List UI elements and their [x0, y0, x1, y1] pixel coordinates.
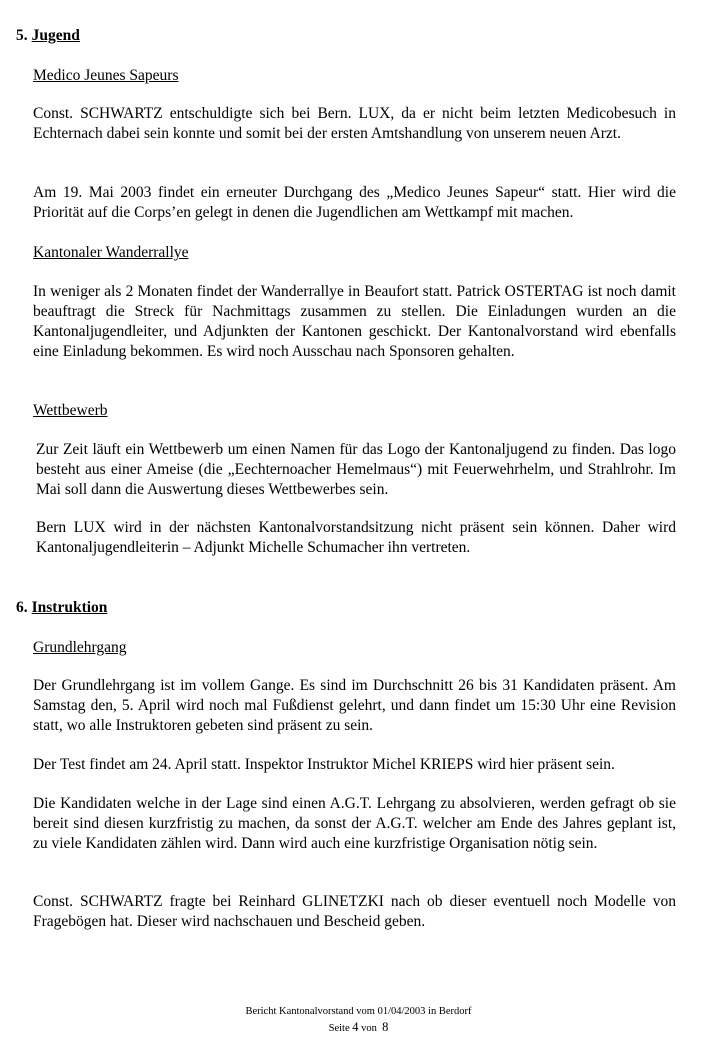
paragraph-grundlehrgang-4: Const. SCHWARTZ fragte bei Reinhard GLINETZKI nach ob dieser eventuell noch Modelle von Fragebögen hat. Dieser wird nachschauen und Bescheid geben.	[33, 893, 676, 930]
footer-page-total: 8	[382, 1020, 389, 1034]
footer-page-line	[0, 1020, 717, 1036]
paragraph-wanderrallye-1: In weniger als 2 Monaten findet der Wanderrallye in Beaufort statt. Patrick OSTERTAG ist noch damit beauftragt die Streck für Nachmittags zusammen zu stellen. Die Einladungen wurden an die Kantonaljugendleiter, und Adjunkten der Kantonen geschickt. Der Kantonalvorstand wird ebenfalls eine Einladung bekommen. Es wird noch Ausschau nach Sponsoren gehalten.	[33, 283, 676, 360]
footer-report-line: Bericht Kantonalvorstand vom 01/04/2003 in Berdorf	[245, 1006, 472, 1017]
section-title: Instruktion	[31, 599, 108, 616]
paragraph-grundlehrgang-3: Die Kandidaten welche in der Lage sind einen A.G.T. Lehrgang zu absolvieren, werden gefragt ob sie bereit sind diesen kurzfristig zu machen, da sonst der A.G.T. welcher am Ende des Jahres geplant ist, zu viele Kandidaten zählen wird. Dann wird auch eine kurzfristige Organisation nötig sein.	[33, 795, 676, 852]
footer-page-label: Seite	[328, 1023, 350, 1034]
footer-of-label: von	[361, 1023, 377, 1034]
section-heading-jugend	[16, 26, 80, 46]
subheading-wanderrallye: Kantonaler Wanderrallye	[33, 244, 189, 261]
subheading-grundlehrgang: Grundlehrgang	[33, 639, 127, 656]
footer-page-number: 4	[352, 1020, 359, 1034]
section-number: 5.	[16, 27, 28, 44]
paragraph-medico-2: Am 19. Mai 2003 findet ein erneuter Durchgang des „Medico Jeunes Sapeur“ statt. Hier wird die Priorität auf die Corps’en gelegt in denen die Jugendlichen am Wettkampf mit machen.	[33, 184, 676, 221]
subheading-wettbewerb: Wettbewerb	[33, 402, 108, 419]
paragraph-wettbewerb-1: Zur Zeit läuft ein Wettbewerb um einen Namen für das Logo der Kantonaljugend zu finden. Das logo besteht aus einer Ameise (die „Eechternoacher Hemelmaus“) mit Feuerwehrhelm, und Strahlrohr. Im Mai soll dann die Auswertung dieses Wettbewerbes sein.	[36, 441, 676, 498]
paragraph-wettbewerb-2: Bern LUX wird in der nächsten Kantonalvorstandsitzung nicht präsent sein können. Daher wird Kantonaljugendleiterin – Adjunkt Michelle Schumacher ihn vertreten.	[36, 519, 676, 556]
paragraph-grundlehrgang-1: Der Grundlehrgang ist im vollem Gange. Es sind im Durchschnitt 26 bis 31 Kandidaten präsent. Am Samstag den, 5. April wird noch mal Fußdienst gelehrt, und dann findet um 15:30 Uhr eine Revision statt, wo alle Instruktoren gebeten sind präsent zu sein.	[33, 677, 676, 734]
section-title: Jugend	[31, 27, 80, 44]
section-number: 6.	[16, 599, 28, 616]
paragraph-medico-1: Const. SCHWARTZ entschuldigte sich bei Bern. LUX, da er nicht beim letzten Medicobesuch in Echternach dabei sein konnte und somit bei der ersten Amtshandlung von unserem neuen Arzt.	[33, 105, 676, 142]
paragraph-grundlehrgang-2: Der Test findet am 24. April statt. Inspektor Instruktor Michel KRIEPS wird hier präsent sein.	[33, 756, 615, 773]
section-heading-instruktion	[16, 598, 107, 618]
subheading-medico: Medico Jeunes Sapeurs	[33, 67, 179, 84]
